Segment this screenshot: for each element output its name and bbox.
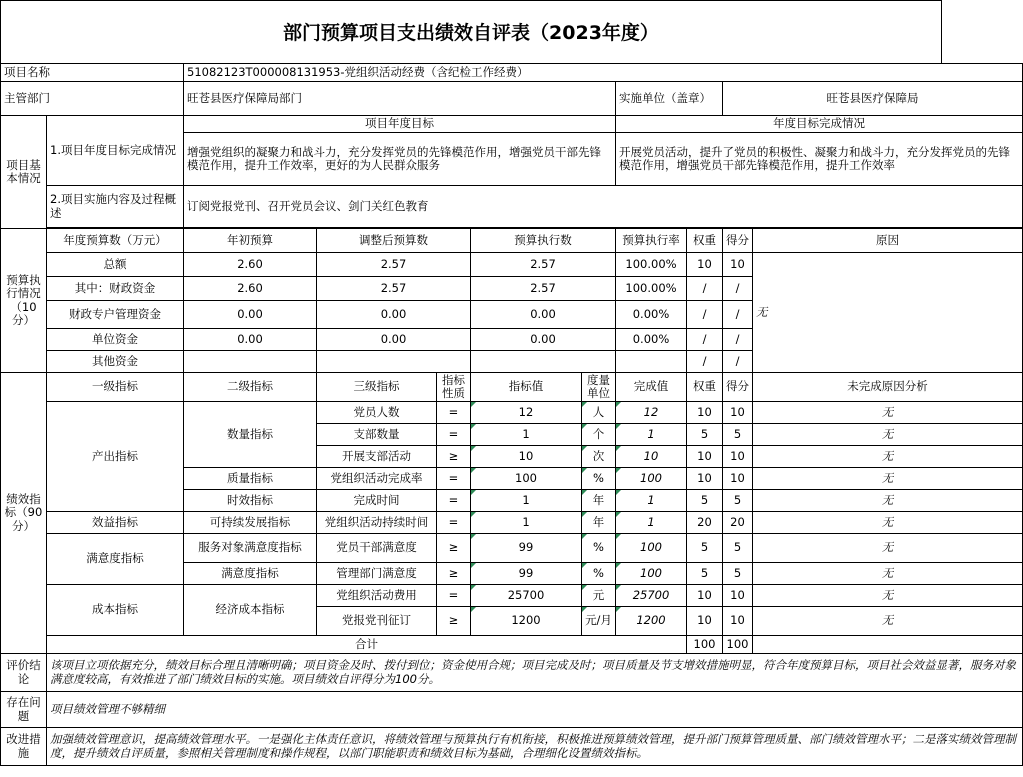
budget-adjusted: 0.00	[317, 329, 471, 351]
budget-row-label: 其他资金	[47, 351, 184, 373]
indicator-nature: ≥	[437, 446, 471, 468]
perf-header-target: 指标值	[471, 373, 582, 402]
total-row	[1, 636, 1023, 654]
reason: 无	[753, 402, 1023, 424]
goal-row-label: 1.项目年度目标完成情况	[47, 116, 184, 186]
budget-weight: /	[687, 329, 723, 351]
budget-rate: 100.00%	[616, 277, 687, 301]
sheet-title: 部门预算项目支出绩效自评表（2023年度）	[0, 0, 942, 64]
actual-value: 25700	[616, 585, 687, 607]
weight: 10	[687, 585, 723, 607]
dept-label: 主管部门	[1, 82, 184, 116]
score: 5	[723, 424, 753, 446]
budget-adjusted	[317, 351, 471, 373]
dept-value: 旺苍县医疗保障局部门	[184, 82, 616, 116]
conclusion-label: 评价结论	[1, 654, 47, 692]
unit: 元/月	[582, 607, 616, 636]
budget-rate: 0.00%	[616, 329, 687, 351]
reason: 无	[753, 468, 1023, 490]
target-value: 100	[471, 468, 582, 490]
reason: 无	[753, 424, 1023, 446]
budget-score: /	[723, 301, 753, 329]
goal-text: 增强党组织的凝聚力和战斗力，充分发挥党员的先锋模范作用，增强党员干部先锋模范作用，提升工作效率，更好的为人民群众服务	[184, 133, 616, 186]
unit: 年	[582, 490, 616, 512]
weight: 20	[687, 512, 723, 534]
weight: 10	[687, 468, 723, 490]
total-empty	[753, 636, 1023, 654]
budget-score: /	[723, 277, 753, 301]
weight: 5	[687, 424, 723, 446]
impl-unit-value: 旺苍县医疗保障局	[723, 82, 1023, 116]
perf-header-actual: 完成值	[616, 373, 687, 402]
indicator-nature: =	[437, 512, 471, 534]
indicator-nature: =	[437, 468, 471, 490]
unit: 人	[582, 402, 616, 424]
budget-row-label: 其中：财政资金	[47, 277, 184, 301]
perf-header-reason: 未完成原因分析	[753, 373, 1023, 402]
indicator-nature: ≥	[437, 534, 471, 563]
score: 10	[723, 468, 753, 490]
budget-executed: 0.00	[471, 329, 616, 351]
l2-quality: 质量指标	[184, 468, 317, 490]
actual-value: 1	[616, 512, 687, 534]
actual-value: 1	[616, 424, 687, 446]
l2-satisfaction: 满意度指标	[184, 563, 317, 585]
weight: 10	[687, 607, 723, 636]
reason: 无	[753, 490, 1023, 512]
budget-row-label: 财政专户管理资金	[47, 301, 184, 329]
reason: 无	[753, 607, 1023, 636]
measures-text: 加强绩效管理意识，提高绩效管理水平。一是强化主体责任意识，将绩效管理与预算执行有机衔接，积极推进预算绩效管理，提升部门预算管理质量、部门绩效管理水平；二是落实绩效管理制度，提升绩效自评质量，参照相关管理制度和操作规程，以部门职能职责和绩效目标为基础，合理细化设置绩效指标。	[47, 728, 1023, 766]
actual-value: 100	[616, 563, 687, 585]
l3-indicator: 管理部门满意度	[317, 563, 437, 585]
budget-initial: 0.00	[184, 329, 317, 351]
actual-value: 1200	[616, 607, 687, 636]
project-name-row	[1, 64, 1023, 82]
budget-adjusted: 2.57	[317, 277, 471, 301]
budget-executed	[471, 351, 616, 373]
impl-unit-label: 实施单位（盖章）	[616, 82, 723, 116]
budget-score: 10	[723, 253, 753, 277]
budget-adjusted: 2.57	[317, 253, 471, 277]
issues-text: 项目绩效管理不够精细	[47, 692, 1023, 728]
conclusion-row	[1, 654, 1023, 692]
weight: 10	[687, 446, 723, 468]
reason: 无	[753, 563, 1023, 585]
budget-adjusted: 0.00	[317, 301, 471, 329]
score: 5	[723, 490, 753, 512]
target-value: 10	[471, 446, 582, 468]
impl-text: 订阅党报党刊、召开党员会议、剑门关红色教育	[184, 186, 1023, 228]
perf-header-score: 得分	[723, 373, 753, 402]
target-value: 99	[471, 534, 582, 563]
evaluation-table	[0, 63, 1023, 766]
budget-executed: 0.00	[471, 301, 616, 329]
indicator-nature: =	[437, 402, 471, 424]
unit: 个	[582, 424, 616, 446]
unit: 年	[582, 512, 616, 534]
l2-sustain: 可持续发展指标	[184, 512, 317, 534]
impl-row-label: 2.项目实施内容及过程概述	[47, 186, 184, 228]
l2-quantity: 数量指标	[184, 402, 317, 468]
budget-weight: /	[687, 301, 723, 329]
perf-header-l2: 二级指标	[184, 373, 317, 402]
issues-label: 存在问题	[1, 692, 47, 728]
perf-row	[1, 534, 1023, 563]
budget-header-adjusted: 调整后预算数	[317, 229, 471, 253]
target-value: 1	[471, 424, 582, 446]
l3-indicator: 完成时间	[317, 490, 437, 512]
score: 20	[723, 512, 753, 534]
budget-header-reason: 原因	[753, 229, 1023, 253]
project-name-value: 51082123T000008131953-党组织活动经费（含纪检工作经费）	[184, 64, 1023, 82]
target-value: 1	[471, 490, 582, 512]
l3-indicator: 党组织活动费用	[317, 585, 437, 607]
unit: 次	[582, 446, 616, 468]
reason: 无	[753, 534, 1023, 563]
reason: 无	[753, 446, 1023, 468]
perf-header-weight: 权重	[687, 373, 723, 402]
score: 10	[723, 402, 753, 424]
l2-service-sat: 服务对象满意度指标	[184, 534, 317, 563]
perf-row	[1, 402, 1023, 424]
dept-row	[1, 82, 1023, 116]
budget-header-weight: 权重	[687, 229, 723, 253]
total-weight: 100	[687, 636, 723, 654]
l1-output: 产出指标	[47, 402, 184, 512]
indicator-nature: ≥	[437, 607, 471, 636]
budget-initial: 2.60	[184, 253, 317, 277]
weight: 5	[687, 563, 723, 585]
reason: 无	[753, 512, 1023, 534]
perf-header-row	[1, 373, 1023, 402]
unit: %	[582, 563, 616, 585]
l1-benefit: 效益指标	[47, 512, 184, 534]
unit: %	[582, 468, 616, 490]
weight: 5	[687, 490, 723, 512]
budget-initial	[184, 351, 317, 373]
target-value: 12	[471, 402, 582, 424]
total-score: 100	[723, 636, 753, 654]
weight: 10	[687, 402, 723, 424]
budget-executed: 2.57	[471, 277, 616, 301]
indicator-nature: =	[437, 585, 471, 607]
basic-impl-row	[1, 186, 1023, 228]
budget-reason: 无	[753, 253, 1023, 373]
perf-header-unit: 度量单位	[582, 373, 616, 402]
indicator-nature: =	[437, 490, 471, 512]
score: 5	[723, 534, 753, 563]
score: 10	[723, 446, 753, 468]
actual-value: 12	[616, 402, 687, 424]
budget-score: /	[723, 329, 753, 351]
score: 10	[723, 607, 753, 636]
l3-indicator: 党员人数	[317, 402, 437, 424]
budget-header-executed: 预算执行数	[471, 229, 616, 253]
budget-weight: /	[687, 351, 723, 373]
budget-executed: 2.57	[471, 253, 616, 277]
measures-row	[1, 728, 1023, 766]
budget-row-label: 单位资金	[47, 329, 184, 351]
perf-header-l1: 一级指标	[47, 373, 184, 402]
l3-indicator: 支部数量	[317, 424, 437, 446]
perf-section-label: 绩效指标（90分）	[1, 373, 47, 654]
budget-rate: 100.00%	[616, 253, 687, 277]
budget-row-label: 总额	[47, 253, 184, 277]
reason: 无	[753, 585, 1023, 607]
budget-initial: 0.00	[184, 301, 317, 329]
actual-value: 10	[616, 446, 687, 468]
actual-value: 100	[616, 534, 687, 563]
l2-economic: 经济成本指标	[184, 585, 317, 636]
score: 5	[723, 563, 753, 585]
perf-header-l3: 三级指标	[317, 373, 437, 402]
budget-score: /	[723, 351, 753, 373]
budget-header-score: 得分	[723, 229, 753, 253]
budget-row	[1, 253, 1023, 277]
budget-weight: /	[687, 277, 723, 301]
target-value: 1	[471, 512, 582, 534]
l3-indicator: 开展支部活动	[317, 446, 437, 468]
budget-header-rate: 预算执行率	[616, 229, 687, 253]
l3-indicator: 党报党刊征订	[317, 607, 437, 636]
budget-header-row	[1, 229, 1023, 253]
budget-rate	[616, 351, 687, 373]
weight: 5	[687, 534, 723, 563]
budget-section-label: 预算执行情况（10分）	[1, 229, 47, 373]
budget-header-initial: 年初预算	[184, 229, 317, 253]
indicator-nature: =	[437, 424, 471, 446]
issues-row	[1, 692, 1023, 728]
completion-text: 开展党员活动，提升了党员的积极性、凝聚力和战斗力，充分发挥党员的先锋模范作用，增强党员干部先锋模范作用，提升工作效率	[616, 133, 1023, 186]
budget-header-label: 年度预算数（万元）	[47, 229, 184, 253]
target-value: 25700	[471, 585, 582, 607]
measures-label: 改进措施	[1, 728, 47, 766]
unit: %	[582, 534, 616, 563]
actual-value: 100	[616, 468, 687, 490]
perf-header-nature: 指标性质	[437, 373, 471, 402]
perf-row	[1, 585, 1023, 607]
budget-rate: 0.00%	[616, 301, 687, 329]
l2-timeliness: 时效指标	[184, 490, 317, 512]
conclusion-text: 该项目立项依据充分，绩效目标合理且清晰明确；项目资金及时、拨付到位；资金使用合规；项目完成及时；项目质量及节支增效措施明显，符合年度预算目标，项目社会效益显著，服务对象满意度较高，有效推进了部门绩效目标的实施。项目绩效自评得分为100分。	[47, 654, 1023, 692]
l3-indicator: 党员干部满意度	[317, 534, 437, 563]
basic-section-label: 项目基本情况	[1, 116, 47, 229]
indicator-nature: ≥	[437, 563, 471, 585]
budget-initial: 2.60	[184, 277, 317, 301]
completion-header: 年度目标完成情况	[616, 116, 1023, 133]
project-name-label: 项目名称	[1, 64, 184, 82]
unit: 元	[582, 585, 616, 607]
total-label: 合计	[47, 636, 687, 654]
budget-weight: 10	[687, 253, 723, 277]
l3-indicator: 党组织活动持续时间	[317, 512, 437, 534]
l3-indicator: 党组织活动完成率	[317, 468, 437, 490]
basic-goal-header-row	[1, 116, 1023, 133]
l1-cost: 成本指标	[47, 585, 184, 636]
goal-header: 项目年度目标	[184, 116, 616, 133]
perf-row	[1, 512, 1023, 534]
target-value: 99	[471, 563, 582, 585]
score: 10	[723, 585, 753, 607]
actual-value: 1	[616, 490, 687, 512]
target-value: 1200	[471, 607, 582, 636]
l1-satisfaction: 满意度指标	[47, 534, 184, 585]
